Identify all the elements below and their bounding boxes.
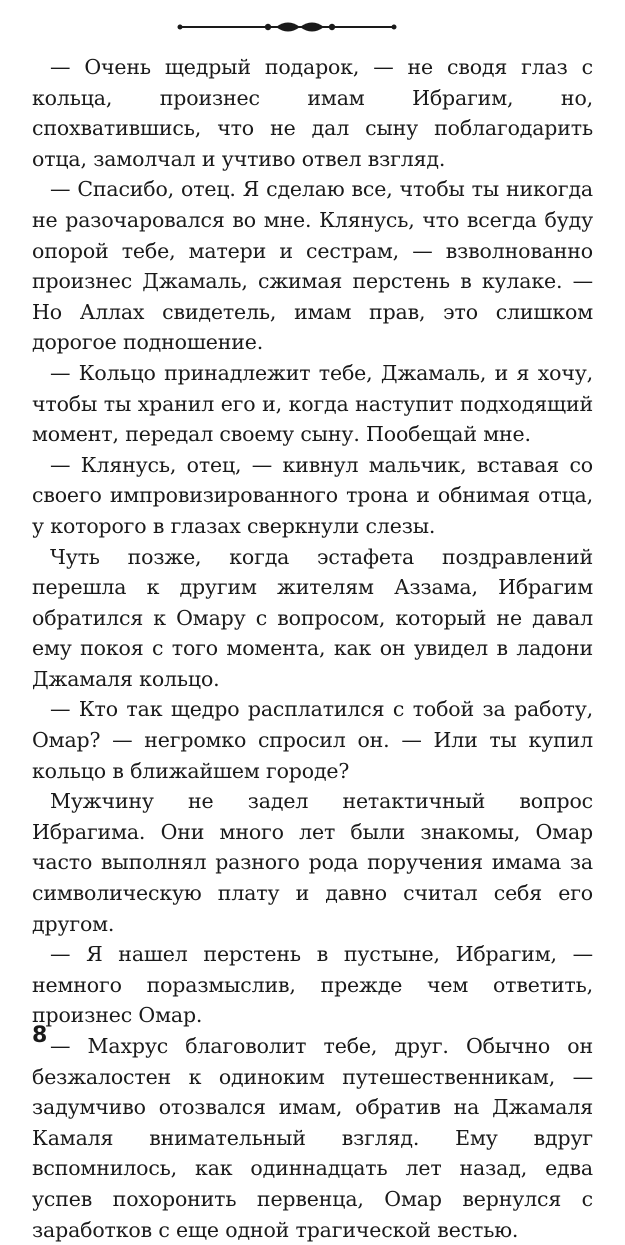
paragraph: — Очень щедрый подарок, — не сводя глаз с кольца, произнес имам Ибрагим, но, спохватившись, что не дал сыну поблагодарить отца, замолчал и учтиво отвел взгляд. bbox=[32, 55, 593, 171]
paragraph: — Клянусь, отец, — кивнул мальчик, вставая со своего импровизированного трона и обнимая отца, у которого в глазах сверкнули слезы. bbox=[32, 452, 593, 538]
page-number: 8 bbox=[32, 1023, 48, 1048]
paragraph: — Махрус благоволит тебе, друг. Обычно он безжалостен к одиноким путешественникам, — задумчиво отозвался имам, обратив на Джамаля Камаля внимательный взгляд. Ему вдруг вспомнилось, как одиннадцать лет назад, едва успев похоронить первенца, Омар вернулся с заработков с еще одной трагической вестью. bbox=[32, 1034, 593, 1242]
paragraph: — Спасибо, отец. Я сделаю все, чтобы ты никогда не разочаровался во мне. Клянусь, что всегда буду опорой тебе, матери и сестрам, — взволнованно произнес Джамаль, сжимая перстень в кулаке. — Но Аллах свидетель, имам прав, это слишком дорогое подношение. bbox=[32, 177, 593, 355]
paragraph: Чуть позже, когда эстафета поздравлений перешла к другим жителям Аззама, Ибрагим обратился к Омару с вопросом, который не давал ему покоя с того момента, как он увидел в ладони Джамаля кольцо. bbox=[32, 544, 593, 691]
ornament-divider-icon bbox=[172, 15, 402, 39]
paragraph: — Кто так щедро расплатился с тобой за работу, Омар? — негромко спросил он. — Или ты купил кольцо в ближайшем городе? bbox=[32, 697, 593, 783]
paragraph: — Кольцо принадлежит тебе, Джамаль, и я хочу, чтобы ты хранил его и, когда наступит подходящий момент, передал своему сыну. Пообещай мне. bbox=[32, 360, 593, 447]
paragraph: Мужчину не задел нетактичный вопрос Ибрагима. Они много лет были знакомы, Омар часто выполнял разного рода поручения имама за символическую плату и давно считал себя его другом. bbox=[32, 789, 593, 936]
book-text bbox=[32, 52, 593, 1245]
paragraph: — Я нашел перстень в пустыне, Ибрагим, — немного поразмыслив, прежде чем ответить, произнес Омар. bbox=[32, 942, 593, 1028]
